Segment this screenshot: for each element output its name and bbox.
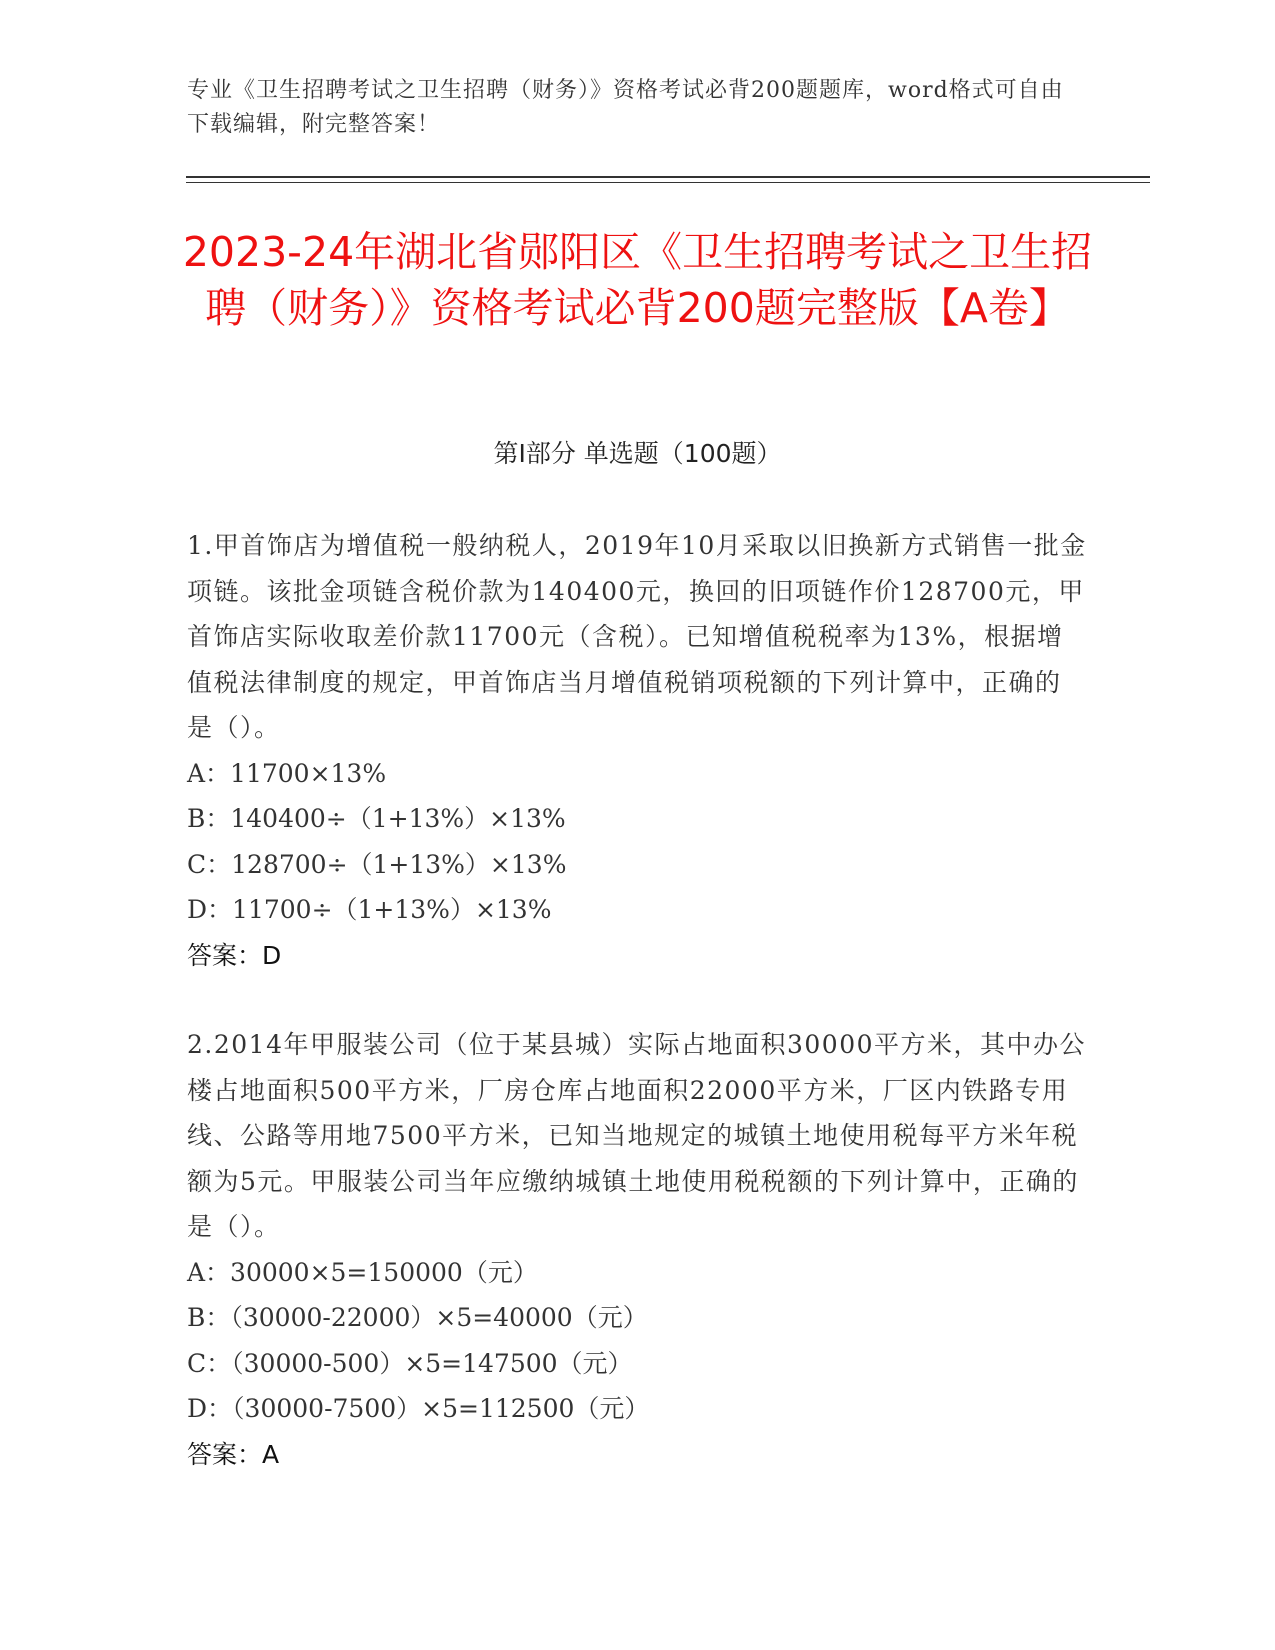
question-1 [187, 523, 1087, 978]
header-divider-thin [186, 182, 1150, 183]
answer: 答案：D [187, 940, 282, 970]
document-title: 2023-24年湖北省郧阳区《卫生招聘考试之卫生招聘（财务）》资格考试必背200题完整版【A卷】 [182, 228, 1093, 332]
header-divider-thick [186, 176, 1150, 178]
option-b: B：（30000-22000）×5=40000（元） [187, 1303, 648, 1332]
question-text: 1.甲首饰店为增值税一般纳税人，2019年10月采取以旧换新方式销售一批金项链。该批金项链含税价款为140400元，换回的旧项链作价128700元，甲首饰店实际收取差价款11700元（含税）。已知增值税税率为13%，根据增值税法律制度的规定，甲首饰店当月增值税销项税额的下列计算中，正确的是（）。 [187, 531, 1087, 742]
option-b: B：140400÷（1+13%）×13% [187, 804, 566, 833]
section-heading: 第I部分 单选题（100题） [493, 439, 782, 468]
option-c: C：128700÷（1+13%）×13% [187, 849, 567, 879]
header-note: 专业《卫生招聘考试之卫生招聘（财务）》资格考试必背200题题库，word格式可自由下载编辑，附完整答案！ [187, 78, 1064, 137]
question-text: 2.2014年甲服装公司（位于某县城）实际占地面积30000平方米，其中办公楼占地面积500平方米，厂房仓库占地面积22000平方米，厂区内铁路专用线、公路等用地7500平方米，已知当地规定的城镇土地使用税每平方米年税额为5元。甲服装公司当年应缴纳城镇土地使用税税额的下列计算中，正确的是（）。 [187, 1030, 1087, 1241]
question-2 [187, 1022, 1087, 1477]
answer: 答案：A [187, 1439, 280, 1469]
option-c: C：（30000-500）×5=147500（元） [187, 1348, 633, 1378]
option-a: A：11700×13% [187, 758, 387, 788]
option-a: A：30000×5=150000（元） [187, 1257, 538, 1287]
option-d: D：（30000-7500）×5=112500（元） [187, 1394, 650, 1423]
option-d: D：11700÷（1+13%）×13% [187, 895, 552, 924]
